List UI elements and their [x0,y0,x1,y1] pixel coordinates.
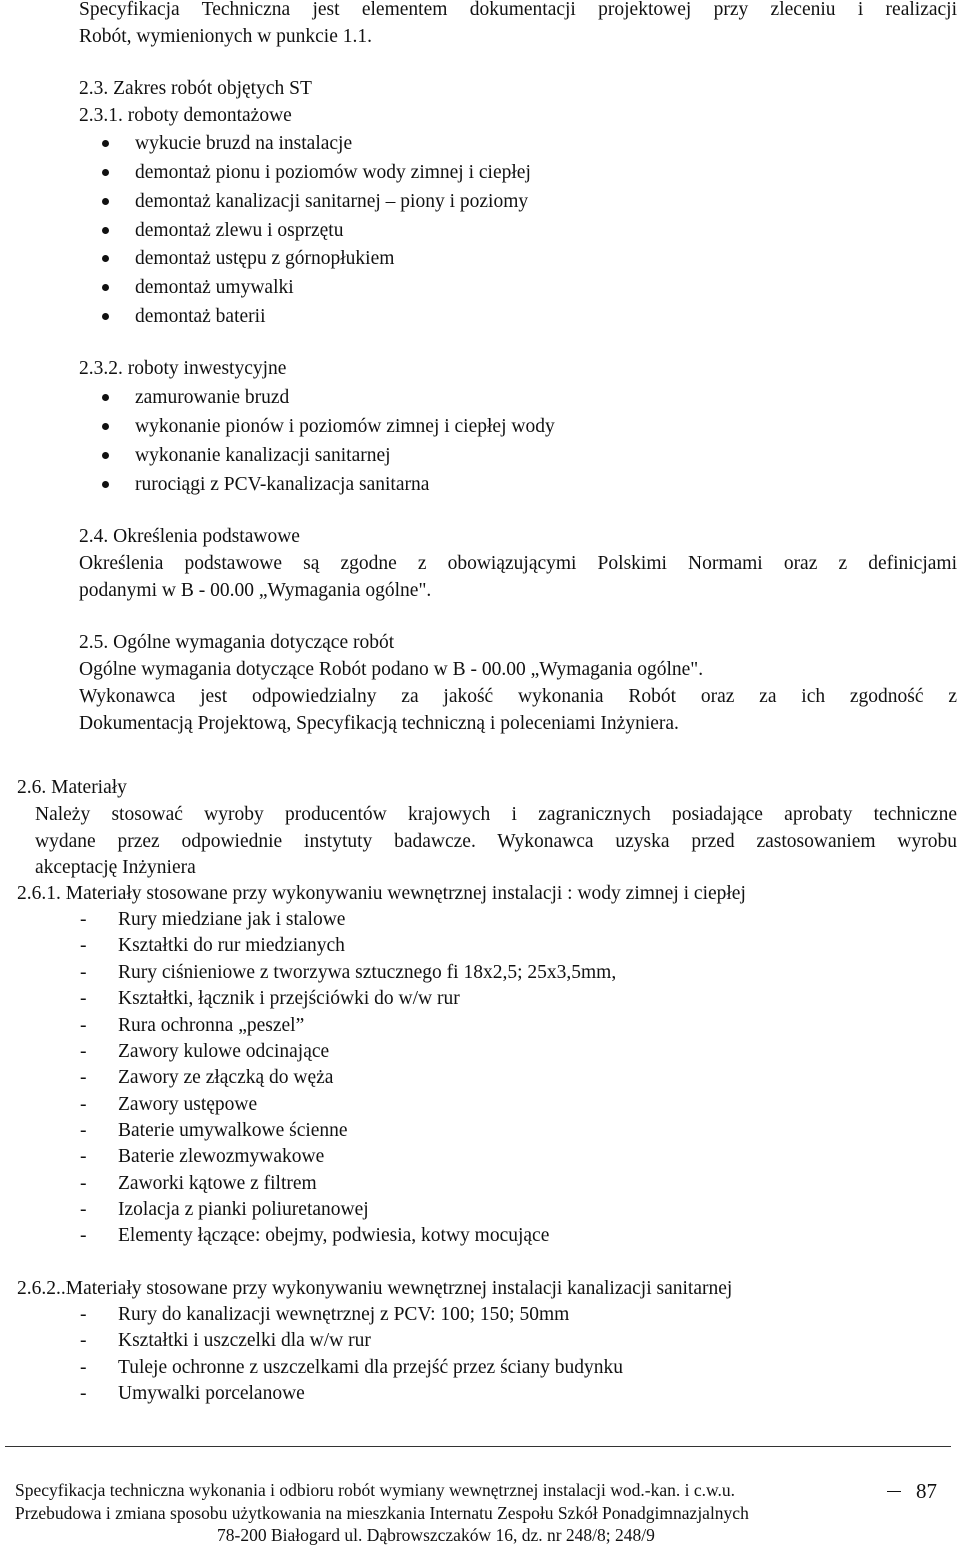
dash-item: - Elementy łączące: obejmy, podwiesia, kotwy mocujące [118,1223,549,1250]
section-2-6-line-2: wydane przez odpowiednie instytuty badawcze. Wykonawca uzyska przed zastosowaniem wyrobu [35,831,957,852]
bullet-item: zamurowanie bruzd [135,385,289,412]
section-2-3-1-heading: 2.3.1. roboty demontażowe [79,105,292,126]
bullet-item: demontaż umywalki [135,275,294,302]
dash-item: - Umywalki porcelanowe [118,1381,305,1408]
footer-dash [887,1491,901,1492]
dash-item: - Kształtki i uszczelki dla w/w rur [118,1328,371,1355]
bullet-item: demontaż ustępu z górnopłukiem [135,246,394,273]
section-2-5-heading: 2.5. Ogólne wymagania dotyczące robót [79,632,395,653]
dash-item: - Rury ciśnieniowe z tworzywa sztucznego fi 18x2,5; 25x3,5mm, [118,960,616,987]
dash-item: - Zaworki kątowe z filtrem [118,1171,317,1198]
dash-item: - Kształtki do rur miedzianych [118,933,345,960]
section-2-4-line-1: Określenia podstawowe są zgodne z obowiązującymi Polskimi Normami oraz z definicjami [79,553,957,574]
section-2-6-heading: 2.6. Materiały [17,777,127,798]
dash-item: - Izolacja z pianki poliuretanowej [118,1197,369,1224]
bullet-item: wykonanie kanalizacji sanitarnej [135,443,391,470]
dash-item: - Rura ochronna „peszel” [118,1013,304,1040]
section-2-5-line-1: Ogólne wymagania dotyczące Robót podano w B - 00.00 „Wymagania ogólne". [79,659,704,680]
bullet-item: demontaż zlewu i osprzętu [135,218,343,245]
dash-item: - Rury do kanalizacji wewnętrznej z PCV: 100; 150; 50mm [118,1302,569,1329]
intro-line-1: Specyfikacja Techniczna jest elementem dokumentacji projektowej przy zleceniu i realizacji [79,0,957,20]
section-2-3-heading: 2.3. Zakres robót objętych ST [79,78,312,99]
section-2-4-heading: 2.4. Określenia podstawowe [79,526,300,547]
section-2-6-line-3: akceptację Inżyniera [35,857,196,878]
dash-item: - Zawory kulowe odcinające [118,1039,329,1066]
footer-rule [5,1446,951,1447]
dash-item: - Baterie umywalkowe ścienne [118,1118,348,1145]
section-2-5-line-3: Dokumentacją Projektową, Specyfikacją techniczną i poleceniami Inżyniera. [79,713,679,734]
page-number: 87 [916,1479,937,1503]
dash-item: - Zawory ustępowe [118,1092,257,1119]
bullet-item: rurociągi z PCV-kanalizacja sanitarna [135,472,429,499]
dash-item: - Zawory ze złączką do węża [118,1065,333,1092]
section-2-6-line-1: Należy stosować wyroby producentów krajowych i zagranicznych posiadające aprobaty techniczne [35,804,957,825]
footer-line-3: 78-200 Białogard ul. Dąbrowszczaków 16, dz. nr 248/8; 248/9 [217,1525,655,1545]
footer-line-2: Przebudowa i zmiana sposobu użytkowania na mieszkania Internatu Zespołu Szkół Ponadgimnazjalnych [15,1503,749,1523]
dash-item: - Baterie zlewozmywakowe [118,1144,324,1171]
dash-item: - Kształtki, łącznik i przejściówki do w/w rur [118,986,460,1013]
bullet-item: wykonanie pionów i poziomów zimnej i ciepłej wody [135,414,555,441]
bullet-item: demontaż pionu i poziomów wody zimnej i ciepłej [135,160,531,187]
intro-line-2: Robót, wymienionych w punkcie 1.1. [79,26,373,47]
section-2-5-line-2: Wykonawca jest odpowiedzialny za jakość wykonania Robót oraz za ich zgodność z [79,686,957,707]
bullet-item: wykucie bruzd na instalacje [135,131,352,158]
section-2-6-2-heading: 2.6.2..Materiały stosowane przy wykonywaniu wewnętrznej instalacji kanalizacji sanitarnej [17,1278,733,1299]
bullet-item: demontaż kanalizacji sanitarnej – piony i poziomy [135,189,528,216]
bullet-item: demontaż baterii [135,304,265,331]
dash-item: - Tuleje ochronne z uszczelkami dla przejść przez ściany budynku [118,1355,623,1382]
section-2-6-1-heading: 2.6.1. Materiały stosowane przy wykonywaniu wewnętrznej instalacji : wody zimnej i ciepłej [17,883,746,904]
section-2-3-2-heading: 2.3.2. roboty inwestycyjne [79,358,287,379]
dash-item: - Rury miedziane jak i stalowe [118,907,345,934]
footer-line-1: Specyfikacja techniczna wykonania i odbioru robót wymiany wewnętrznej instalacji wod.-kan. i c.w.u. [15,1480,736,1500]
section-2-4-line-2: podanymi w B - 00.00 „Wymagania ogólne". [79,580,432,601]
